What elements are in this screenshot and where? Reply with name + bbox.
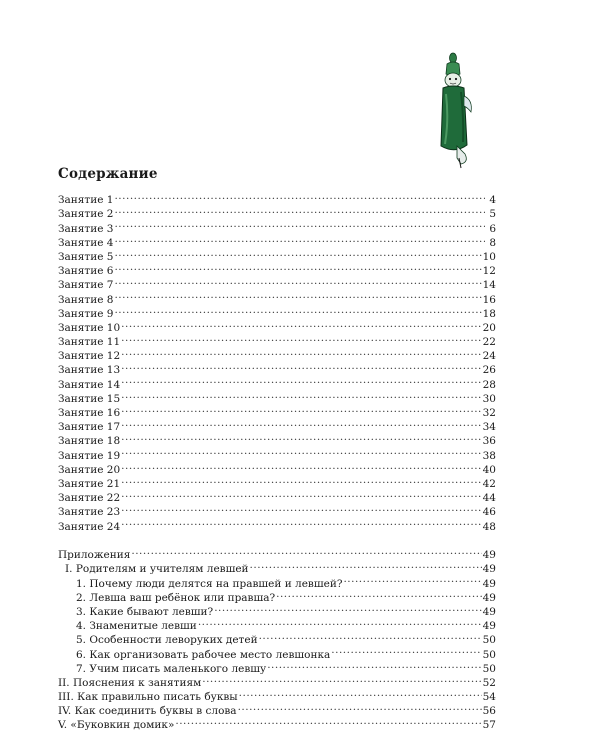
toc-entry-page: 24: [482, 350, 496, 363]
dot-leader: [114, 288, 481, 302]
toc-entry-title: Приложения: [58, 549, 131, 562]
toc-entry-title: Занятие 20: [58, 463, 121, 476]
dot-leader: [114, 303, 481, 317]
toc-entry[interactable]: [58, 388, 496, 405]
toc-entry-page: 5: [489, 208, 496, 221]
toc-entry-page: 50: [482, 648, 496, 661]
dot-leader: [121, 402, 481, 416]
toc-entry-title: Занятие 1: [58, 194, 114, 207]
toc-entry-title: Занятие 15: [58, 392, 121, 405]
toc-entry-title: Занятие 22: [58, 492, 121, 505]
toc-entry-title: I. Родителям и учителям левшей: [65, 563, 249, 576]
toc-entry[interactable]: [58, 317, 496, 334]
toc-entry-title: Занятие 5: [58, 250, 114, 263]
toc-entry-page: 54: [482, 691, 496, 704]
dot-leader: [114, 274, 481, 288]
toc-entry[interactable]: [58, 487, 496, 505]
toc-entry[interactable]: [58, 203, 496, 221]
toc-entry-page: 56: [482, 705, 496, 718]
dot-leader: [121, 459, 481, 473]
toc-entry-title: Занятие 24: [58, 520, 121, 533]
toc-entry-page: 12: [482, 265, 496, 278]
dot-leader: [114, 203, 485, 217]
toc-entry[interactable]: [58, 345, 496, 363]
dot-leader: [121, 515, 481, 529]
toc-entry-page: 16: [482, 293, 496, 306]
toc-entry-page: 30: [482, 392, 496, 405]
dot-leader: [175, 714, 481, 728]
dot-leader: [239, 686, 482, 700]
toc-entry-page: 20: [482, 321, 496, 334]
toc-entry-page: 48: [482, 520, 496, 533]
toc-entry-title: Занятие 8: [58, 293, 114, 306]
toc-entry-page: 46: [482, 506, 496, 519]
toc-entry-title: 6. Как организовать рабочее место левшонка: [76, 648, 331, 661]
dot-leader: [276, 587, 482, 601]
toc-entry-page: 18: [482, 307, 496, 320]
toc-entry-title: Занятие 23: [58, 506, 121, 519]
toc-entry[interactable]: [58, 515, 496, 533]
toc-entry[interactable]: [58, 544, 496, 562]
toc-entry-title: 3. Какие бывают левши?: [76, 605, 214, 618]
toc-entry-title: Занятие 18: [58, 435, 121, 448]
toc-entry[interactable]: [58, 402, 496, 419]
dot-leader: [131, 544, 481, 558]
toc-entry-title: 4. Знаменитые левши: [76, 620, 197, 633]
toc-entry[interactable]: [58, 473, 496, 490]
dot-leader: [114, 217, 485, 231]
toc-entry-page: 50: [482, 634, 496, 647]
toc-entry-title: 7. Учим писать маленького левшу: [76, 662, 267, 675]
toc-lessons-list: [58, 189, 496, 533]
toc-entry-page: 49: [482, 577, 496, 590]
dot-leader: [121, 359, 481, 373]
toc-entry-title: Занятие 11: [58, 336, 121, 349]
toc-entry-page: 44: [482, 492, 496, 505]
toc-entry-title: 5. Особенности леворуких детей: [76, 634, 258, 647]
toc-entry-title: Занятие 12: [58, 350, 121, 363]
toc-entry[interactable]: [58, 359, 496, 377]
toc-entry[interactable]: [58, 217, 496, 235]
toc-entry-title: Занятие 6: [58, 265, 114, 278]
dot-leader: [114, 246, 481, 260]
toc-entry-title: Занятие 21: [58, 477, 121, 490]
toc-entry[interactable]: [58, 232, 496, 249]
toc-entry[interactable]: [58, 189, 496, 207]
toc-entry[interactable]: [58, 459, 496, 476]
toc-entry-page: 49: [482, 591, 496, 604]
dot-leader: [121, 317, 481, 331]
toc-entry[interactable]: [58, 246, 496, 263]
toc-entry-page: 38: [482, 449, 496, 462]
toc-entry[interactable]: [58, 288, 496, 306]
toc-entry-title: Занятие 17: [58, 421, 121, 434]
dot-leader: [121, 331, 481, 345]
dot-leader: [267, 658, 481, 672]
toc-entry[interactable]: [58, 331, 496, 349]
toc-entry-page: 22: [482, 336, 496, 349]
dot-leader: [114, 260, 481, 274]
toc-entry[interactable]: [58, 303, 496, 320]
toc-entry-title: Занятие 7: [58, 279, 114, 292]
dot-leader: [259, 629, 482, 643]
toc-entry-page: 14: [482, 279, 496, 292]
dot-leader: [114, 189, 485, 203]
toc-appendix-list: [58, 544, 496, 732]
dot-leader: [214, 601, 481, 615]
toc-entry-page: 34: [482, 421, 496, 434]
dot-leader: [121, 345, 481, 359]
dot-leader: [121, 473, 481, 487]
toc-entry-page: 40: [482, 463, 496, 476]
toc-entry[interactable]: [58, 501, 496, 519]
dot-leader: [198, 615, 482, 629]
toc-entry-page: 49: [482, 549, 496, 562]
toc-entry[interactable]: [58, 274, 496, 292]
dot-leader: [250, 558, 482, 572]
toc-entry[interactable]: [58, 430, 496, 448]
toc-entry-page: 49: [482, 563, 496, 576]
toc-entry-title: II. Пояснения к занятиям: [58, 676, 202, 689]
toc-entry-title: Занятие 3: [58, 222, 114, 235]
dot-leader: [121, 388, 481, 402]
toc-heading: Содержание: [58, 166, 158, 182]
toc-entry-title: III. Как правильно писать буквы: [58, 691, 238, 704]
dot-leader: [121, 444, 481, 458]
dot-leader: [121, 501, 481, 515]
dot-leader: [121, 416, 481, 430]
dot-leader: [238, 700, 482, 714]
toc-entry-page: 57: [482, 719, 496, 732]
toc-entry-page: 49: [482, 620, 496, 633]
toc-entry-title: IV. Как соединить буквы в слова: [58, 705, 237, 718]
toc-entry[interactable]: [58, 260, 496, 278]
toc-entry-page: 42: [482, 477, 496, 490]
toc-entry-page: 49: [482, 605, 496, 618]
toc-entry-title: 2. Левша ваш ребёнок или правша?: [76, 591, 276, 604]
toc-entry-page: 8: [489, 236, 496, 249]
toc-entry[interactable]: [58, 444, 496, 462]
toc-entry-title: Занятие 4: [58, 236, 114, 249]
toc-entry-page: 10: [482, 250, 496, 263]
dot-leader: [343, 572, 481, 586]
toc-entry-title: Занятие 14: [58, 378, 121, 391]
toc-entry-page: 32: [482, 407, 496, 419]
toc-entry-page: 4: [489, 194, 496, 207]
toc-entry-page: 52: [482, 676, 496, 689]
toc-entry[interactable]: [58, 416, 496, 434]
toc-entry-page: 6: [489, 222, 496, 235]
green-pencil-figure-icon: [431, 50, 477, 170]
toc-entry-title: Занятие 16: [58, 407, 121, 419]
toc-entry-title: V. «Буковкин домик»: [58, 719, 175, 732]
toc-entry-title: Занятие 10: [58, 321, 121, 334]
toc-entry-title: Занятие 9: [58, 307, 114, 320]
toc-entry-title: 1. Почему люди делятся на правшей и левшей?: [76, 577, 343, 590]
dot-leader: [121, 373, 481, 387]
dot-leader: [202, 672, 481, 686]
toc-entry-title: Занятие 19: [58, 449, 121, 462]
dot-leader: [121, 430, 481, 444]
toc-entry-page: 50: [482, 662, 496, 675]
toc-entry-title: Занятие 13: [58, 364, 121, 377]
dot-leader: [121, 487, 481, 501]
toc-entry-page: 36: [482, 435, 496, 448]
toc-entry-title: Занятие 2: [58, 208, 114, 221]
toc-entry[interactable]: [58, 373, 496, 391]
toc-entry-page: 28: [482, 378, 496, 391]
toc-entry-page: 26: [482, 364, 496, 377]
dot-leader: [114, 232, 485, 246]
dot-leader: [331, 643, 481, 657]
